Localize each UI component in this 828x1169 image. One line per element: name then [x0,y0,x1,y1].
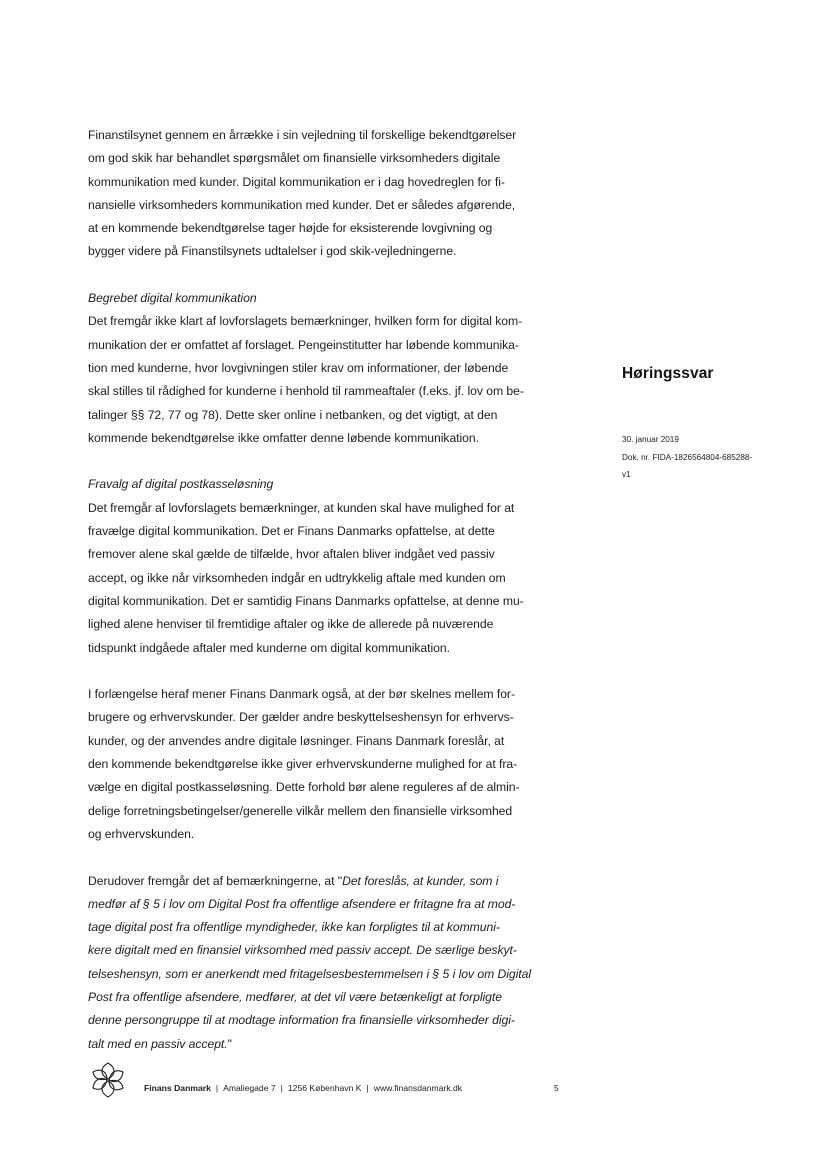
quote-text: Det foreslås, at kunder, som i medfør af § 5 i lov om Digital Post fra offentlige afsendere er fritagne fra at mod- tage digital post fra offentlige myndigheder, ikke kan forpligtes til at kommuni- kere digitalt med en finansiel virksomhed med passiv accept. De særlige beskyt- telseshensyn, som er anerkendt med fritagelsesbestemmelsen i § 5 i lov om Digital Post fra offentlige afsendere, medfører, at det vil være betænkeligt at forpligte denne persongruppe til at modtage information fra finansielle virksomheder digi- talt med en passiv accept. [88,873,532,1051]
footer-separator: | [366,1083,369,1093]
heading-opt-out-digital-mailbox: Fravalg af digital postkasseløsning [88,477,274,492]
page-number: 5 [554,1083,559,1093]
paragraph-digital-communication-scope: Det fremgår ikke klart af lovforslagets bemærkninger, hvilken form for digital kom- munikation der er omfattet af forslaget. Pengeinstitutter har løbende kommunika- tion med kunderne, hvor lovgivningen stiler krav om informationer, der løbende skal stilles til rådighed for kunderne i henhold til rammeaftaler (f.eks. jf. lov om be- talinger §§ 72, 77 og 78). Dette sker online i netbanken, og det vigtigt, at den kommende bekendtgørelse ikke omfatter denne løbende kommunikation. [88,314,524,445]
footer-city: 1256 København K [287,1083,362,1093]
document-date: 30. januar 2019 [622,435,679,444]
footer-separator: | [280,1083,283,1093]
sidebar [622,365,792,479]
document-meta [622,431,792,484]
paragraph-opt-out: Det fremgår af lovforslagets bemærkninger, at kunden skal have mulighed for at fravælge digital kommunikation. Det er Finans Danmarks opfattelse, at dette fremover alene skal gælde de tilfælde, hvor aftalen bliver indgået ved passiv accept, og ikke når virksomheden indgår en udtrykkelig aftale med kunden om digital kommunikation. Det er samtidig Finans Danmarks opfattelse, at denne mu- lighed alene henviser til fremtidige aftaler og ikke de allerede på nuværende tidspunkt indgåede aftaler med kunderne om digital kommunikation. [88,500,524,655]
footer-contact-line [144,1083,564,1093]
footer-brand: Finans Danmark [144,1083,211,1093]
finans-danmark-logo-icon [88,1060,128,1100]
document-number: Dok. nr. FIDA-1826564804-685288- v1 [622,452,753,479]
paragraph-digital-communication-intro: Finanstilsynet gennem en årrække i sin vejledning til forskellige bekendtgørelser om god skik har behandlet spørgsmålet om finansielle virksomheders digitale kommunikation med kunder. Digital kommunikation er i dag hovedreglen for fi- nansielle virksomheders kommunikation med kunder. Det er således afgørende, at en kommende bekendtgørelse tager højde for eksisterende lovgivning og bygger videre på Finanstilsynets udtalelser i god skik-vejledningerne. [88,128,517,259]
quote-intro: Derudover fremgår det af bemærkningerne, at " [88,873,343,888]
paragraph-business-customers: I forlængelse heraf mener Finans Danmark også, at der bør skelnes mellem for- brugere og erhvervskunder. Der gælder andre beskyttelseshensyn for erhvervs- kunder, og der anvendes andre digitale løsninger. Finans Danmark foreslår, at den kommende bekendtgørelse ikke giver erhvervskunderne mulighed for at fra- vælge en digital postkasseløsning. Dette forhold bør alene reguleres af de almin- delige forretningsbetingelser/generelle vilkår mellem den finansielle virksomhed og erhvervskunden. [88,687,520,841]
heading-digital-communication: Begrebet digital kommunikation [88,291,257,306]
footer-address: Amaliegade 7 [223,1083,276,1093]
quote-end: " [227,1036,232,1051]
body-text [88,124,564,1056]
document-type-title: Høringssvar [622,365,714,382]
footer-website-link[interactable]: www.finansdanmark.dk [373,1083,463,1093]
page-footer [88,1060,568,1100]
footer-separator: | [215,1083,219,1093]
paragraph-remarks-quote [88,870,564,1056]
